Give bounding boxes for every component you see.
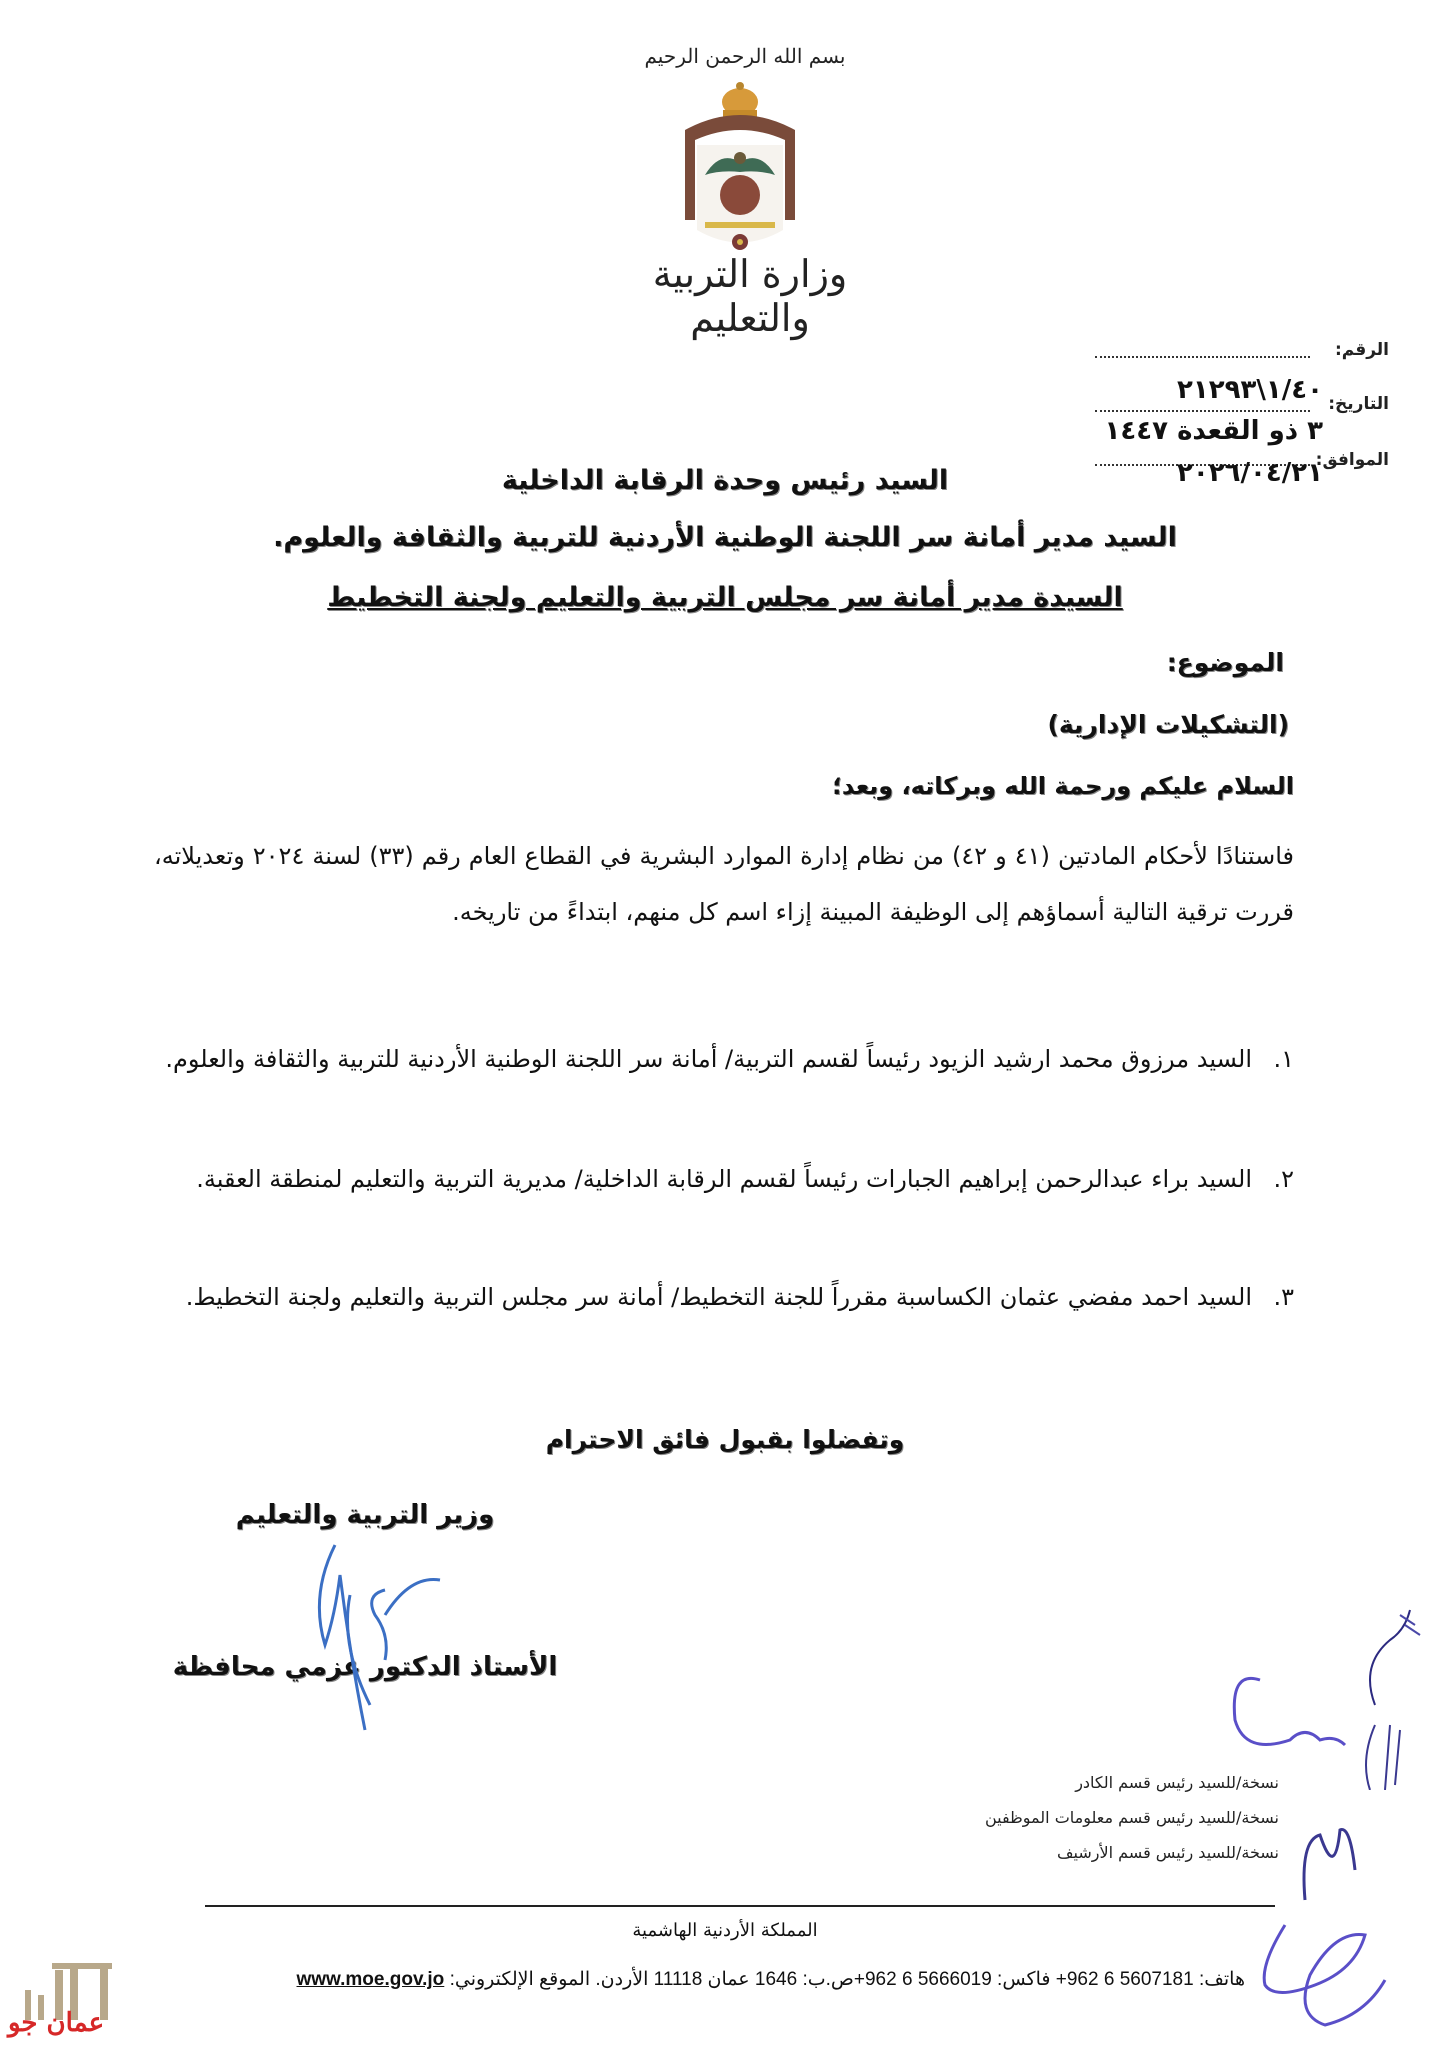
date-label: التاريخ: <box>1328 394 1389 414</box>
item-text: السيد مرزوق محمد ارشيد الزيود رئيساً لقسم التربية/ أمانة سر اللجنة الوطنية الأردنية للتربية والثقافة والعلوم. <box>165 1045 1252 1073</box>
reference-number-line <box>1095 356 1310 358</box>
item-number: ٢. <box>1273 1165 1294 1193</box>
copy-recipient: نسخة/للسيد رئيس قسم الأرشيف <box>1056 1843 1279 1862</box>
reference-number-label: الرقم: <box>1334 340 1389 360</box>
crown-top <box>736 82 744 90</box>
signature-stroke <box>348 1595 371 1705</box>
promotion-item <box>154 1268 1294 1326</box>
subject-value: (التشكيلات الإدارية) <box>1047 710 1289 739</box>
copy-recipient: نسخة/للسيد رئيس قسم الكادر <box>1075 1773 1279 1792</box>
promotion-item <box>154 1030 1294 1088</box>
promotion-item <box>154 1150 1294 1208</box>
initials-flourish-icon <box>1255 1905 1405 2045</box>
watermark-text: عمان جو <box>8 2008 105 2038</box>
initials-mark-icon <box>1290 1820 1400 1910</box>
footer-divider <box>205 1905 1275 1907</box>
recipient-line: السيد رئيس وحدة الرقابة الداخلية <box>501 465 949 496</box>
jordan-coat-of-arms-icon <box>675 80 805 260</box>
website-link[interactable]: www.moe.gov.jo <box>296 1969 445 1990</box>
signature-stroke <box>319 1545 365 1730</box>
date-hijri-value: ٣ ذو القعدة ١٤٤٧ <box>1104 416 1323 446</box>
ministry-name-logo: وزارة التربية والتعليم <box>652 252 848 340</box>
item-number: ٣. <box>1273 1283 1294 1311</box>
minister-signature-icon <box>290 1535 460 1735</box>
initials-stroke <box>1370 1610 1410 1705</box>
item-text: السيد احمد مفضي عثمان الكساسبة مقرراً للجنة التخطيط/ أمانة سر مجلس التربية والتعليم ولجنة التخطيط. <box>185 1283 1252 1311</box>
eagle-head <box>734 152 746 164</box>
initials-stroke <box>1366 1725 1400 1790</box>
contact-text: هاتف: 5607181 6 962+ فاكس: 5666019 6 962+ص.ب: 1646 عمان 11118 الأردن. الموقع الإلكتروني: <box>444 1969 1245 1990</box>
ribbon-shape <box>705 222 775 228</box>
initials-stroke <box>1304 1830 1355 1901</box>
initials-stroke <box>1264 1925 1385 2025</box>
copy-recipient: نسخة/للسيد رئيس قسم معلومات الموظفين <box>984 1808 1279 1827</box>
closing-phrase: وتفضلوا بقبول فائق الاحترام <box>545 1425 905 1454</box>
basmala: بسم الله الرحمن الرحيم <box>644 44 846 68</box>
item-number: ١. <box>1273 1045 1294 1073</box>
subject-label: الموضوع: <box>1166 648 1284 677</box>
signatory-name: الأستاذ الدكتور عزمي محافظة <box>172 1652 558 1682</box>
signature-stroke <box>372 1579 440 1660</box>
date-line <box>1095 410 1310 412</box>
item-text: السيد براء عبدالرحمن إبراهيم الجبارات رئيساً لقسم الرقابة الداخلية/ مديرية التربية والتعليم لمنطقة العقبة. <box>196 1165 1252 1193</box>
recipient-line: السيد مدير أمانة سر اللجنة الوطنية الأردنية للتربية والثقافة والعلوم. <box>273 522 1177 553</box>
globe-shape <box>720 175 760 215</box>
column-capital <box>52 1963 112 1969</box>
date-gregorian-value: ٢٠٢٦/٠٤/٢١ <box>1177 458 1323 488</box>
footer-contact <box>215 1968 1245 1991</box>
body-paragraph: فاستنادًا لأحكام المادتين (٤١ و ٤٢) من نظام إدارة الموارد البشرية في القطاع العام رقم (٣٣) لسنة ٢٠٢٤ وتعديلاته، قررت ترقية التالية أسماؤهم إلى الوظيفة المبينة إزاء اسم كل منهم، ابتداءً من تاريخه. <box>154 842 1295 926</box>
recipient-line: السيدة مدير أمانة سر مجلس التربية والتعليم ولجنة التخطيط <box>327 582 1123 613</box>
initials-stroke <box>1234 1678 1345 1745</box>
reference-number-value: ١/٤٠\٢١٢٩٣ <box>1177 375 1323 405</box>
greeting: السلام عليكم ورحمة الله وبركاته، وبعد؛ <box>832 772 1294 800</box>
corresponding-label: الموافق: <box>1315 450 1389 470</box>
medal-center <box>737 239 743 245</box>
footer-kingdom: المملكة الأردنية الهاشمية <box>632 1920 818 1941</box>
signatory-title: وزير التربية والتعليم <box>235 1500 495 1530</box>
initials-signature-icon <box>1210 1590 1440 1790</box>
